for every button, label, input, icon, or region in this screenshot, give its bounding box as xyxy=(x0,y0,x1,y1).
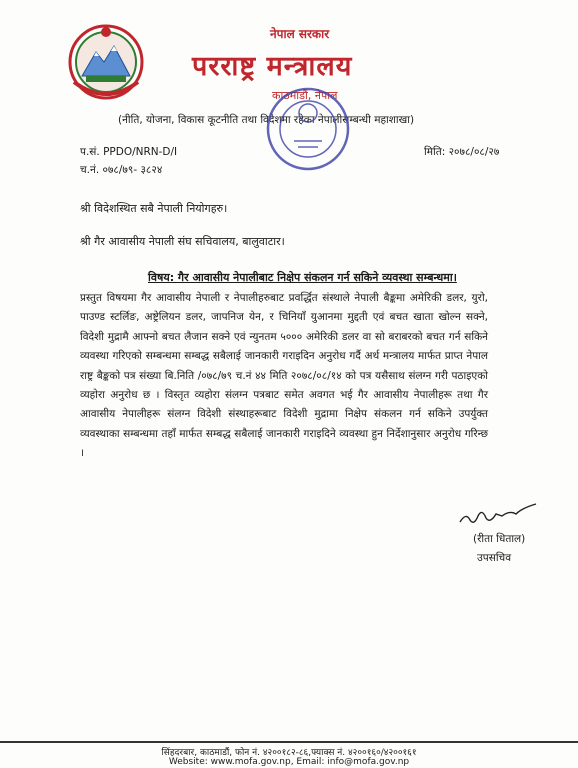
signatory-title: उपसचिव xyxy=(477,552,512,564)
letter-body: प्रस्तुत विषयमा गैर आवासीय नेपाली र नेपालीहरुबाट प्रवर्द्धित संस्थाले नेपाली बैङ्कमा अमेरिकी डलर, युरो, पाउण्ड स्टर्लिङ, अष्ट्रेलियन डलर, जापनिज येन, र चिनियाँ युआनमा मुद्दती एवं बचत खाता खोल्न सक्ने, विदेशी मुद्रामै आफ्नो बचत लैजान सक्ने एवं न्युनतम ५००० अमेरिकी डलर वा सो बराबरको बचत गर्न सकिने व्यवस्था गरिएको सम्बन्धमा सम्बद्ध सबैलाई जानकारी गराइदिन अनुरोध गर्दै अर्थ मन्त्रालय मार्फत प्राप्त नेपाल राष्ट्र बैङ्कको पत्र संख्या बि.निति /०७८/७९ च.नं ४४ मिति २०७८/०८/१४ को पत्र यसैसाथ संलग्न गरी पठाइएको व्यहोरा अनुरोध छ । विस्तृत व्यहोरा संलग्न पत्रबाट समेत अवगत भई गैर आवासीय नेपालीहरू तथा गैर आवासीय नेपालीहरू संलग्न विदेशी संस्थाहरूबाट विदेशी मुद्रामा निक्षेप संकलन गर्न सकिने उपर्युक्त व्यवस्थाका सम्बन्धमा तहाँ मार्फत सम्बद्ध सबैलाई जानकारी गराइदिने व्यवस्था हुन निर्देशानुसार अनुरोध गरिन्छ । xyxy=(80,292,488,460)
reference-number: प.सं. PPDO/NRN-D/I xyxy=(80,146,178,158)
division-name: (नीति, योजना, विकास कूटनीति तथा विदेशमा रहेका नेपालीसम्बन्धी महाशाखा) xyxy=(118,114,415,126)
letter-date: मिति: २०७८/०८/२७ xyxy=(424,146,500,158)
signatory-name: (रीता धिताल) xyxy=(473,533,526,545)
footer-address: सिंहदरबार, काठमाडौं, फोन नं. ४२००१८२-८६,फ्याक्स नं. ४२००१६०/४२००१६१ xyxy=(161,748,417,758)
government-name: नेपाल सरकार xyxy=(270,27,330,41)
footer-contact: Website: www.mofa.gov.np, Email: info@mofa.gov.np xyxy=(168,757,410,767)
addressee-nrna: श्री गैर आवासीय नेपाली संघ सचिवालय, बालुवाटार। xyxy=(80,235,285,248)
addressee-missions: श्री विदेशस्थित सबै नेपाली नियोगहरु। xyxy=(80,202,228,215)
dispatch-number: च.नं. ०७८/७९- ३८२४ xyxy=(80,164,163,176)
letter-subject: विषय: गैर आवासीय नेपालीबाट निक्षेप संकलन गर्न सकिने व्यवस्था सम्बन्धमा। xyxy=(148,271,457,284)
handwritten-signature xyxy=(456,500,540,530)
footer-divider xyxy=(0,741,578,743)
ministry-name: परराष्ट्र मन्त्रालय xyxy=(192,51,353,82)
official-stamp xyxy=(264,85,352,173)
nepal-emblem xyxy=(64,18,148,102)
ministry-location: काठमाडौं, नेपाल xyxy=(272,89,338,102)
